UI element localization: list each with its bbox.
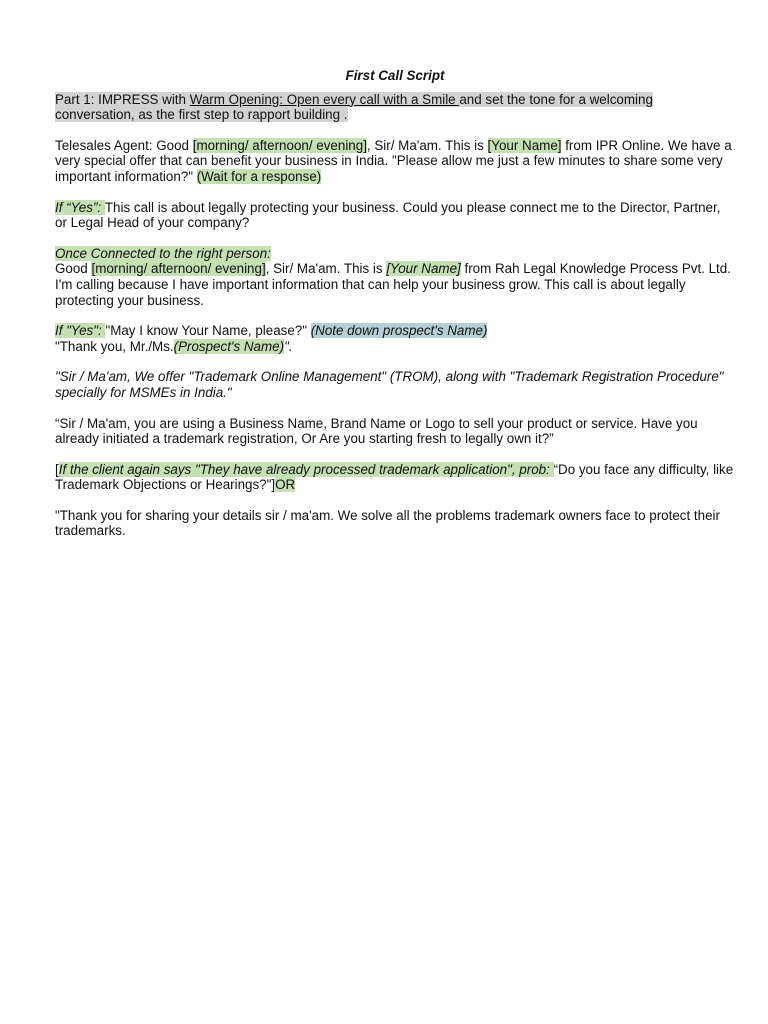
greeting-text-2: , Sir/ Ma'am. This is [265,261,387,277]
bracket-open: [ [55,461,59,477]
offer-text: from IPR Online. We have a very special offer that can benefit your business in India. "Please allow me just a few minutes to share some very important information?" [55,137,732,184]
or-label: OR [275,477,296,493]
time-of-day-placeholder: [morning/ afternoon/ evening] [192,137,367,153]
paragraph-thank-you: "Thank you for sharing your details sir / ma'am. We solve all the problems trademark owners face to protect their trademarks. [55,507,720,539]
your-name-placeholder: [Your Name] [487,137,562,153]
intro-text: from Rah Legal Knowledge Process Pvt. Ltd. I'm calling because I have important information that can help your business grow. This call is about legally protecting your business. [55,261,731,308]
paragraph-objection [55,462,735,493]
paragraph-business-name: “Sir / Ma'am, you are using a Business Name, Brand Name or Logo to sell your product or service. Have you already initiated a trademark registration, Or Are you starting fresh to legally own it?” [55,415,698,447]
once-connected-label: Once Connected to the right person: [55,245,271,261]
wait-response-note: (Wait for a response) [196,168,322,184]
client-says-text: If the client again says "They have already processed trademark application", prob: [58,461,554,477]
thank-you-text: "Thank you, Mr./Ms. [55,338,174,354]
thank-you-close: ". [284,338,293,354]
ask-name-text: "May I know Your Name, please?" [105,323,311,339]
prospect-name-placeholder: (Prospect's Name) [173,338,285,354]
note-prospect-name: (Note down prospect's Name) [310,323,488,339]
your-name-placeholder-2: [Your Name] [386,261,461,277]
difficulty-question: “Do you face any difficulty, like Trademark Objections or Hearings?"] [55,461,734,493]
good-text: Good [55,261,92,277]
paragraph-part1 [55,92,735,123]
document-page [55,68,735,554]
greeting-text: , Sir/ Ma'am. This is [366,137,488,153]
part1-label: Part 1: IMPRESS with [55,91,190,107]
page-title: First Call Script [345,68,445,83]
connect-request-text: This call is about legally protecting your business. Could you please connect me to the Director, Partner, or Legal Head of your company? [55,199,721,231]
if-yes-label: If “Yes”: [55,199,105,215]
part1-rest: and set the tone for a welcoming conversation, as the first step to rapport building . [55,91,653,123]
paragraph-ask-name [55,323,735,354]
if-yes-label-2: If "Yes": [55,323,106,339]
paragraph-agent-greeting [55,138,735,185]
paragraph-offer: "Sir / Ma'am, We offer "Trademark Online Management" (TROM), along with "Trademark Registration Procedure" specially for MSMEs in India." [55,369,724,400]
paragraph-if-yes [55,200,735,231]
warm-opening-text: Warm Opening: Open every call with a Smile [189,91,460,107]
time-of-day-placeholder-2: [morning/ afternoon/ evening] [91,261,266,277]
agent-label: Telesales Agent: Good [55,137,193,153]
paragraph-once-connected [55,246,735,308]
